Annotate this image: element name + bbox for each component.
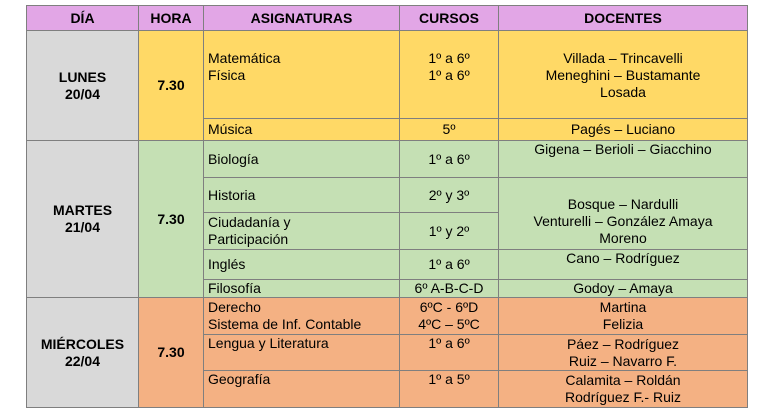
table-row xyxy=(27,31,748,119)
docente: Venturelli – González Amaya xyxy=(533,213,713,229)
docente: Rodríguez F.- Ruiz xyxy=(565,389,681,405)
docente: Felizia xyxy=(602,316,644,332)
curso: 6ºC - 6ºD xyxy=(419,299,479,315)
day-name: MARTES xyxy=(52,202,113,218)
docente-cell xyxy=(499,371,748,408)
hora-cell: 7.30 xyxy=(139,31,204,141)
docente: Bosque – Nardulli xyxy=(567,196,679,212)
day-name: MIÉRCOLES xyxy=(40,335,125,352)
subject-cell: Geografía xyxy=(204,371,400,408)
docente: Losada xyxy=(600,84,646,100)
docente: Calamita – Roldán xyxy=(565,372,681,388)
docente: Páez – Rodríguez xyxy=(566,335,680,352)
subject-cell: Filosofía xyxy=(204,280,400,298)
header-hora: HORA xyxy=(139,6,204,31)
day-date: 22/04 xyxy=(64,352,101,369)
curso-cell: 6º A-B-C-D xyxy=(400,280,499,298)
subject: Ciudadanía y xyxy=(208,214,291,230)
header-docentes: DOCENTES xyxy=(499,6,748,31)
subject-cell: Lengua y Literatura xyxy=(204,335,400,371)
subject: Matemática xyxy=(208,50,281,66)
table-row xyxy=(27,141,748,178)
curso-cell xyxy=(400,31,499,119)
docente-cell: Pagés – Luciano xyxy=(499,119,748,141)
docente: Ruiz – Navarro F. xyxy=(568,352,678,369)
header-cursos: CURSOS xyxy=(400,6,499,31)
docente-cell xyxy=(499,31,748,119)
docente-cell: Cano – Rodríguez xyxy=(499,250,748,280)
subject-cell: Música xyxy=(204,119,400,141)
curso: 4ºC – 5ºC xyxy=(418,316,480,332)
subject-cell: Biología xyxy=(204,141,400,178)
docente: Villada – Trincavelli xyxy=(563,50,683,66)
docente-cell: Gigena – Berioli – Giacchino xyxy=(499,141,748,178)
day-cell-miercoles xyxy=(27,298,139,408)
subject: Sistema de Inf. Contable xyxy=(208,316,362,332)
day-date: 21/04 xyxy=(64,219,101,235)
curso-cell: 5º xyxy=(400,119,499,141)
subject-cell xyxy=(204,31,400,119)
docente: Moreno xyxy=(599,230,647,246)
curso-cell: 1º a 6º xyxy=(400,335,499,371)
schedule-table xyxy=(26,5,748,408)
subject-cell: Inglés xyxy=(204,250,400,280)
subject-cell: Historia xyxy=(204,178,400,213)
curso-cell: 1º a 6º xyxy=(400,250,499,280)
subject-cell xyxy=(204,213,400,250)
docente-cell: Godoy – Amaya xyxy=(499,280,748,298)
hora-cell: 7.30 xyxy=(139,298,204,408)
curso: 1º a 6º xyxy=(428,50,470,66)
table-row xyxy=(27,298,748,335)
header-asignaturas: ASIGNATURAS xyxy=(204,6,400,31)
subject-cell xyxy=(204,298,400,335)
day-cell-martes xyxy=(27,141,139,298)
docente-cell xyxy=(499,178,748,250)
day-name: LUNES xyxy=(58,68,107,85)
docente-cell xyxy=(499,335,748,371)
day-cell-lunes xyxy=(27,31,139,141)
docente: Martina xyxy=(599,299,647,315)
docente: Meneghini – Bustamante xyxy=(545,67,701,83)
curso: 1º a 6º xyxy=(428,67,470,83)
subject: Física xyxy=(208,67,246,83)
curso-cell xyxy=(400,298,499,335)
subject: Derecho xyxy=(208,299,261,315)
header-dia: DÍA xyxy=(27,6,139,31)
curso-cell: 2º y 3º xyxy=(400,178,499,213)
curso-cell: 1º a 6º xyxy=(400,141,499,178)
curso-cell: 1º a 5º xyxy=(400,371,499,408)
subject: Participación xyxy=(208,231,289,247)
docente-cell xyxy=(499,298,748,335)
hora-cell: 7.30 xyxy=(139,141,204,298)
header-row xyxy=(27,6,748,31)
curso-cell: 1º y 2º xyxy=(400,213,499,250)
day-date: 20/04 xyxy=(64,85,101,102)
